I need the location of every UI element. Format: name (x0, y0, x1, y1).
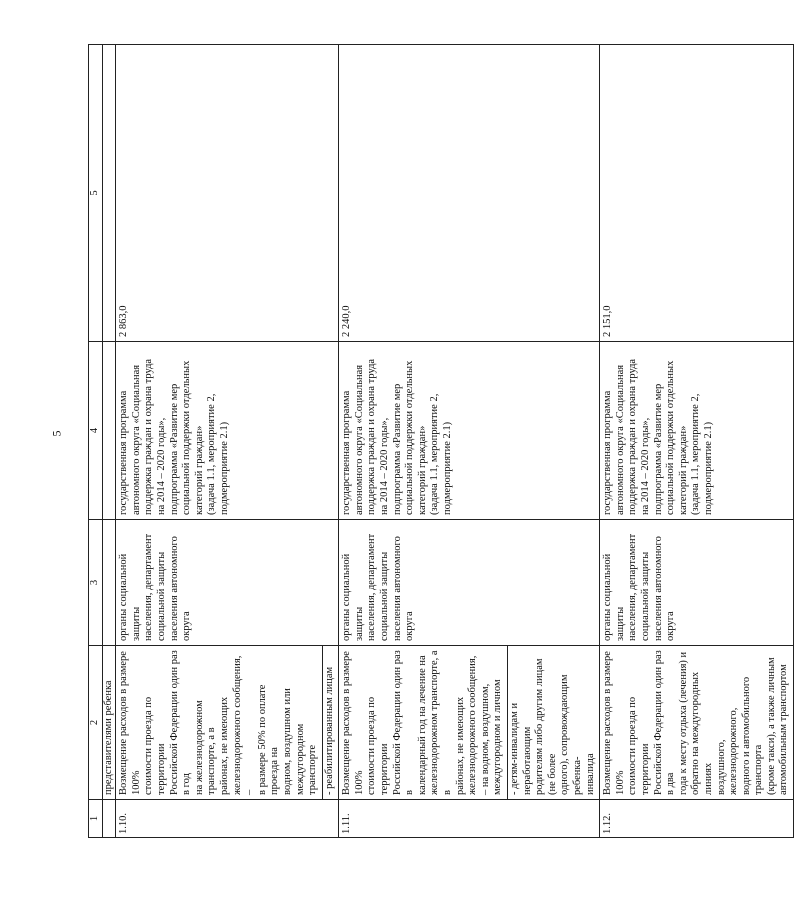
header-row (89, 45, 103, 838)
row-organization: органы социальной защиты населения, департамент социальной защиты населения автономного округа (600, 520, 794, 646)
row-description: Возмещение расходов в размере 100% стоимости проезда по территории Российской Федерации один раз в два года к месту отдыха (лечения) и обратно на междугородных линиях воздушного, железнодорожного, водного и автомобильного транспорта (кроме такси), а также личным автомобильным транспортом (600, 646, 794, 800)
header-col-5: 5 (89, 45, 103, 342)
row-program: государственная программа автономного округа «Социальная поддержка граждан и охрана труда на 2014 – 2020 годы», подпрограмма «Развитие мер социальной поддержки отдельных категорий граждан» (задача 1.1, мероприятие 2, подмероприятие 2.1) (339, 342, 600, 520)
continuation-text: представителями ребенка (102, 646, 116, 800)
header-col-3: 3 (89, 520, 103, 646)
continuation-row (102, 45, 116, 838)
row-description-extra: - реабилитированным лицам (323, 666, 335, 795)
row-number: 1.10. (116, 800, 339, 838)
row-amount: 2 151,0 (600, 45, 794, 342)
page-number: 5 (49, 430, 64, 437)
row-description: Возмещение расходов в размере 100% стоимости проезда по территории Российской Федерации один раз в год на железнодорожном транспорте, а в районах, не имеющих железнодорожного сообщения, – в размере 50% по оплате проезда на водном, воздушном или междугородном транспорте - реабилитированным лицам (116, 646, 339, 800)
budget-table (88, 44, 794, 838)
header-col-1: 1 (89, 800, 103, 838)
row-program: государственная программа автономного округа «Социальная поддержка граждан и охрана труда на 2014 – 2020 годы», подпрограмма «Развитие мер социальной поддержки отдельных категорий граждан» (задача 1.1, мероприятие 2, подмероприятие 2.1) (600, 342, 794, 520)
row-amount: 2 863,0 (116, 45, 339, 342)
row-program: государственная программа автономного округа «Социальная поддержка граждан и охрана труда на 2014 – 2020 годы», подпрограмма «Развитие мер социальной поддержки отдельных категорий граждан» (задача 1.1, мероприятие 2, подмероприятие 2.1) (116, 342, 339, 520)
row-number: 1.11. (339, 800, 600, 838)
row-organization: органы социальной защиты населения, департамент социальной защиты населения автономного округа (116, 520, 339, 646)
table-row (116, 45, 339, 838)
row-number: 1.12. (600, 800, 794, 838)
header-col-4: 4 (89, 342, 103, 520)
row-organization: органы социальной защиты населения, департамент социальной защиты населения автономного округа (339, 520, 600, 646)
rotated-table-container (88, 45, 790, 838)
header-col-2: 2 (89, 646, 103, 800)
table-row (600, 45, 794, 838)
row-description-extra: - детям-инвалидам и неработающим (509, 702, 533, 795)
row-amount: 2 240,0 (339, 45, 600, 342)
row-description: Возмещение расходов в размере 100% стоимости проезда по территории Российской Федерации один раз в календарный год на лечение на железнодорожном транспорте, а в районах, не имеющих железнодорожного сообщения, – на водном, воздушном, междугородном и личном - детям-инвалидам и неработающим родителям либо другим лицам (не более одного), сопровождающим ребенка- инвалида (339, 646, 600, 800)
table-row (339, 45, 600, 838)
